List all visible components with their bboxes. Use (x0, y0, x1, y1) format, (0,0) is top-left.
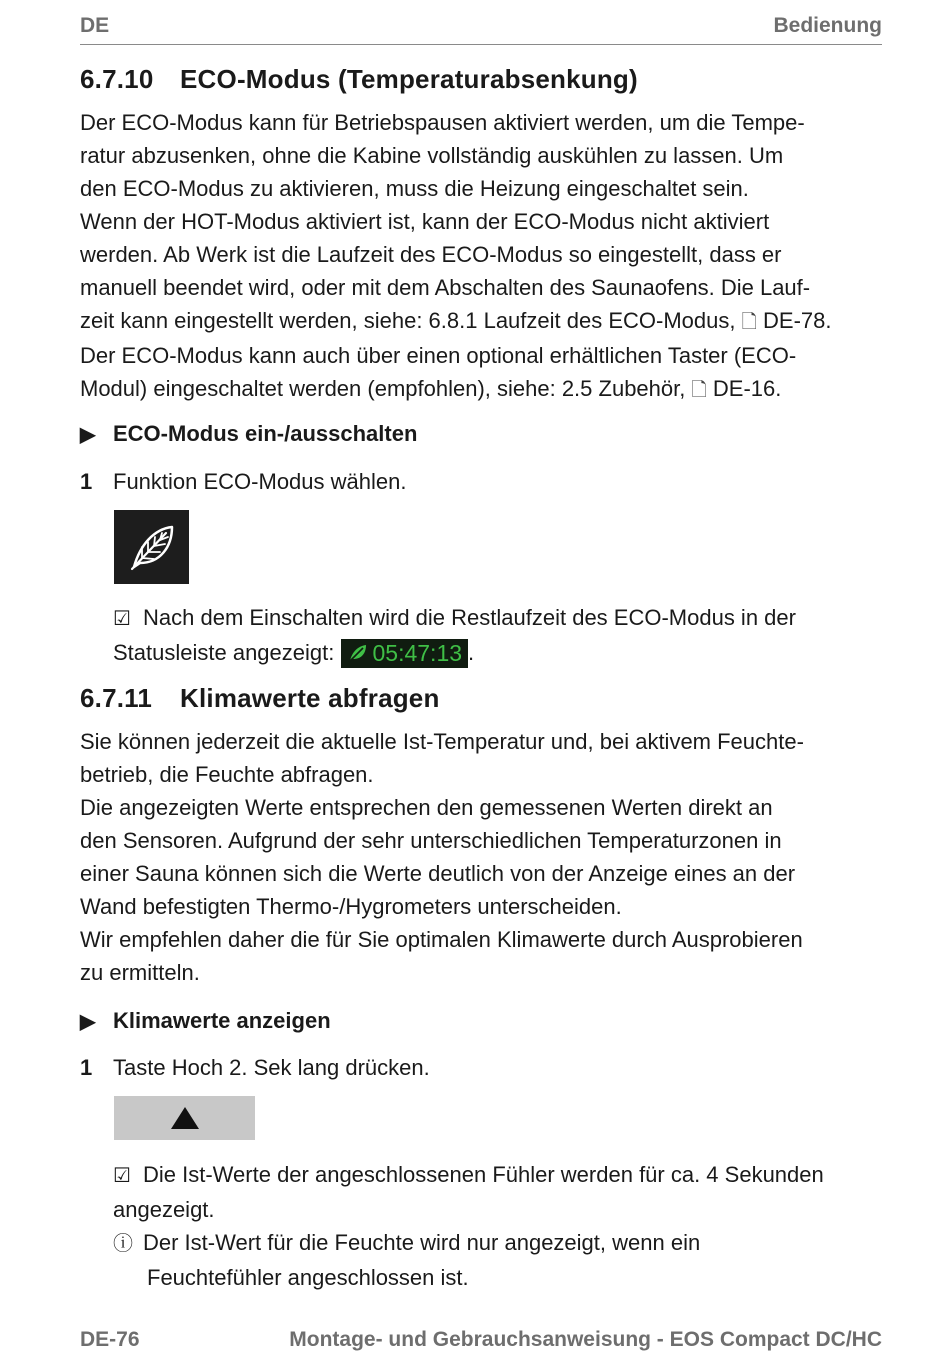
page-header (80, 12, 882, 45)
task-heading-eco (80, 421, 417, 447)
result-line (113, 1158, 883, 1193)
paragraph-line (80, 304, 882, 339)
paragraph-line (80, 372, 882, 407)
page-reference-link[interactable]: DE-78. (763, 308, 832, 333)
page-number: DE-76 (80, 1328, 140, 1351)
paragraph-line: einer Sauna können sich die Werte deutlich von der Anzeige eines an der (80, 861, 796, 886)
result-text: Nach dem Einschalten wird die Restlaufzeit des ECO-Modus in der (143, 605, 796, 630)
eco-status-indicator (341, 639, 469, 668)
info-line: Feuchtefühler angeschlossen ist. (147, 1265, 469, 1290)
task-label: ECO-Modus ein-/ausschalten (113, 421, 418, 446)
section-title: Klimawerte abfragen (180, 683, 440, 713)
eco-description (80, 106, 882, 407)
paragraph-line: Sie können jederzeit die aktuelle Ist-Temperatur und, bei aktivem Feuchte- (80, 729, 804, 754)
eco-remaining-time: 05:47:13 (372, 639, 463, 666)
leaf-icon (347, 642, 369, 664)
paragraph-line: Wir empfehlen daher die für Sie optimalen Klimawerte durch Ausprobieren (80, 927, 803, 952)
leaf-icon (126, 521, 178, 573)
paragraph-line: Der ECO-Modus kann für Betriebspausen aktiviert werden, um die Tempe- (80, 110, 805, 135)
paragraph-text: Modul) eingeschaltet werden (empfohlen), siehe: 2.5 Zubehör, (80, 376, 686, 401)
paragraph-line: Der ECO-Modus kann auch über einen optional erhältlichen Taster (ECO- (80, 343, 797, 368)
result-line: angezeigt. (113, 1197, 215, 1222)
manual-page (80, 0, 882, 1362)
step-result (113, 601, 883, 669)
paragraph-line: Die angezeigten Werte entsprechen den gemessenen Werten direkt an (80, 795, 773, 820)
section-title: ECO-Modus (Temperaturabsenkung) (180, 64, 638, 94)
result-line (113, 601, 883, 636)
up-button[interactable] (114, 1096, 255, 1140)
triangle-right-icon: ▶ (80, 1011, 96, 1033)
checkbox-checked-icon: ☑ (113, 608, 131, 630)
paragraph-line: ratur abzusenken, ohne die Kabine vollständig auskühlen zu lassen. Um (80, 143, 784, 168)
result-line (113, 636, 883, 669)
paragraph-line: werden. Ab Werk ist die Laufzeit des ECO-Modus so eingestellt, dass er (80, 242, 782, 267)
triangle-right-icon: ▶ (80, 424, 96, 446)
info-circle-icon: ⓘ (113, 1233, 133, 1255)
task-label: Klimawerte anzeigen (113, 1008, 331, 1033)
document-page-icon: 🗋 (741, 312, 757, 333)
paragraph-line: manuell beendet wird, oder mit dem Abschalten des Saunaofens. Die Lauf- (80, 275, 811, 300)
paragraph-line: den Sensoren. Aufgrund der sehr unterschiedlichen Temperaturzonen in (80, 828, 782, 853)
klima-description (80, 725, 882, 989)
document-page-icon: 🗋 (691, 380, 707, 401)
section-number: 6.7.11 (80, 683, 153, 713)
step-result (113, 1158, 883, 1294)
section-number: 6.7.10 (80, 64, 154, 94)
result-text: Die Ist-Werte der angeschlossenen Fühler werden für ca. 4 Sekunden (143, 1162, 824, 1187)
checkbox-checked-icon: ☑ (113, 1165, 131, 1187)
step-item (80, 1055, 430, 1081)
paragraph-line: betrieb, die Feuchte abfragen. (80, 762, 374, 787)
result-text: . (468, 640, 475, 665)
triangle-up-icon (169, 1105, 201, 1131)
step-text: Funktion ECO-Modus wählen. (113, 469, 407, 494)
result-text: Statusleiste angezeigt: (113, 640, 335, 665)
document-title: Montage- und Gebrauchsanweisung - EOS Compact DC/HC (289, 1328, 882, 1351)
paragraph-line: Wenn der HOT-Modus aktiviert ist, kann der ECO-Modus nicht aktiviert (80, 209, 770, 234)
paragraph-line: zu ermitteln. (80, 960, 200, 985)
paragraph-text: zeit kann eingestellt werden, siehe: 6.8.1 Laufzeit des ECO-Modus, (80, 308, 736, 333)
section-heading-klima (80, 683, 440, 714)
info-text: Der Ist-Wert für die Feuchte wird nur angezeigt, wenn ein (143, 1230, 701, 1255)
header-language: DE (80, 14, 110, 37)
task-heading-klima (80, 1008, 331, 1034)
step-item (80, 469, 406, 495)
step-number: 1 (80, 469, 93, 494)
section-heading-eco (80, 64, 638, 95)
step-text: Taste Hoch 2. Sek lang drücken. (113, 1055, 430, 1080)
paragraph-line: den ECO-Modus zu aktivieren, muss die Heizung eingeschaltet sein. (80, 176, 749, 201)
step-number: 1 (80, 1055, 93, 1080)
eco-mode-button[interactable] (114, 510, 189, 584)
paragraph-line: Wand befestigten Thermo-/Hygrometers unterscheiden. (80, 894, 622, 919)
info-line (113, 1226, 883, 1261)
page-reference-link[interactable]: DE-16. (712, 376, 782, 401)
header-section: Bedienung (773, 14, 882, 37)
